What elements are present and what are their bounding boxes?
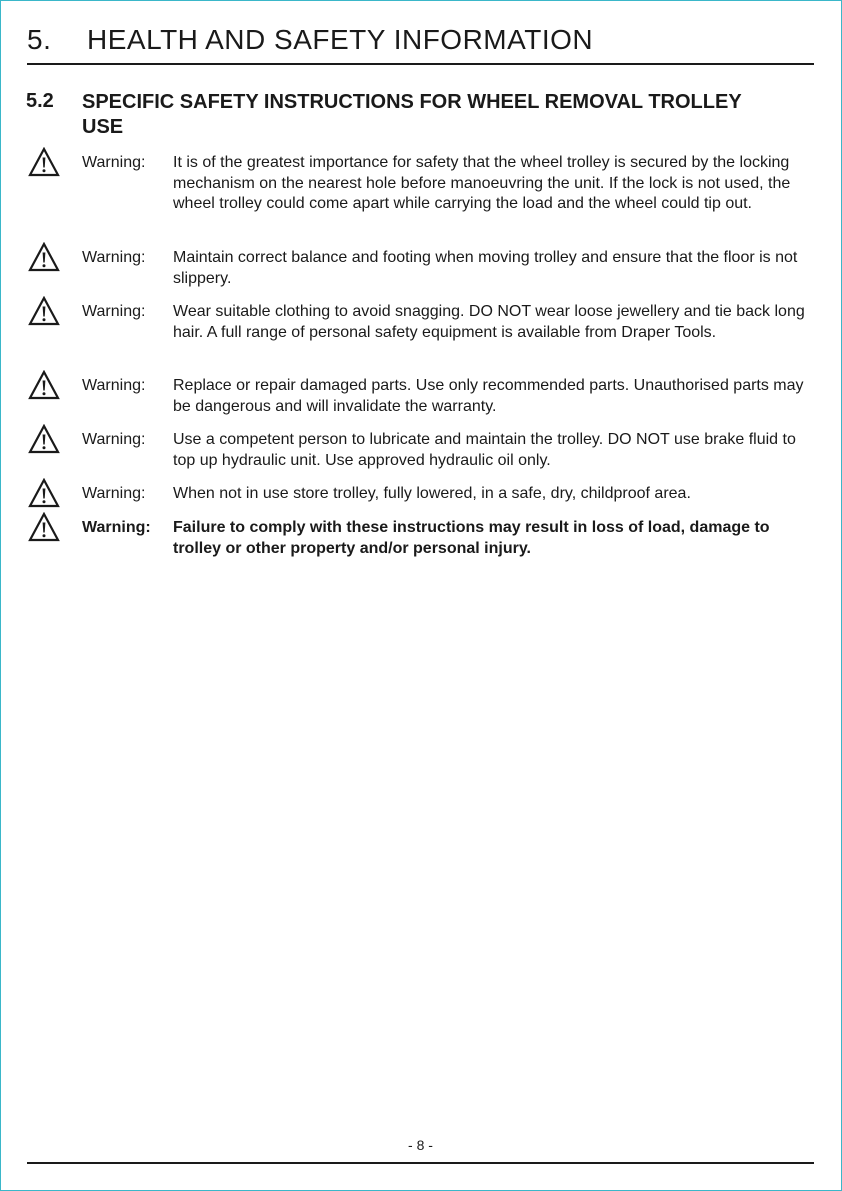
warning-text: Use a competent person to lubricate and maintain the trolley. DO NOT use brake fluid to top up hydraulic unit. Use approved hydraulic oil only. xyxy=(173,431,796,469)
warning-label: Warning: xyxy=(82,249,146,266)
chapter-number: 5. xyxy=(27,24,52,55)
warning-label: Warning: xyxy=(82,485,146,502)
warning-text: Failure to comply with these instructions may result in loss of load, damage to trolley or other property and/or personal injury. xyxy=(173,519,770,557)
warning-label: Warning: xyxy=(82,303,146,320)
section-number: 5.2 xyxy=(26,90,54,112)
warning-triangle-icon xyxy=(28,478,60,508)
section-title: SPECIFIC SAFETY INSTRUCTIONS FOR WHEEL REMOVAL TROLLEY USE xyxy=(82,91,742,138)
warning-triangle-icon xyxy=(28,147,60,177)
warning-triangle-icon xyxy=(28,242,60,272)
page-header xyxy=(27,20,814,65)
chapter-title: HEALTH AND SAFETY INFORMATION xyxy=(87,24,594,55)
warning-triangle-icon xyxy=(28,370,60,400)
page-number: - 8 - xyxy=(408,1137,433,1153)
warning-label: Warning: xyxy=(82,519,151,536)
warning-text: It is of the greatest importance for safety that the wheel trolley is secured by the locking mechanism on the nearest hole before manoeuvring the unit. If the lock is not used, the wheel trolley could come apart while carrying the load and the wheel could tip out. xyxy=(173,154,791,212)
warning-triangle-icon xyxy=(28,424,60,454)
warning-text: Maintain correct balance and footing when moving trolley and ensure that the floor is not slippery. xyxy=(173,249,798,287)
warning-triangle-icon xyxy=(28,512,60,542)
warning-label: Warning: xyxy=(82,377,146,394)
warning-text: Wear suitable clothing to avoid snagging. DO NOT wear loose jewellery and tie back long hair. A full range of personal safety equipment is available from Draper Tools. xyxy=(173,303,805,341)
warning-triangle-icon xyxy=(28,296,60,326)
warning-label: Warning: xyxy=(82,154,146,171)
warning-label: Warning: xyxy=(82,431,146,448)
warning-text: Replace or repair damaged parts. Use only recommended parts. Unauthorised parts may be dangerous and will invalidate the warranty. xyxy=(173,377,804,415)
page-footer xyxy=(27,1134,814,1164)
warning-text: When not in use store trolley, fully lowered, in a safe, dry, childproof area. xyxy=(173,485,691,502)
